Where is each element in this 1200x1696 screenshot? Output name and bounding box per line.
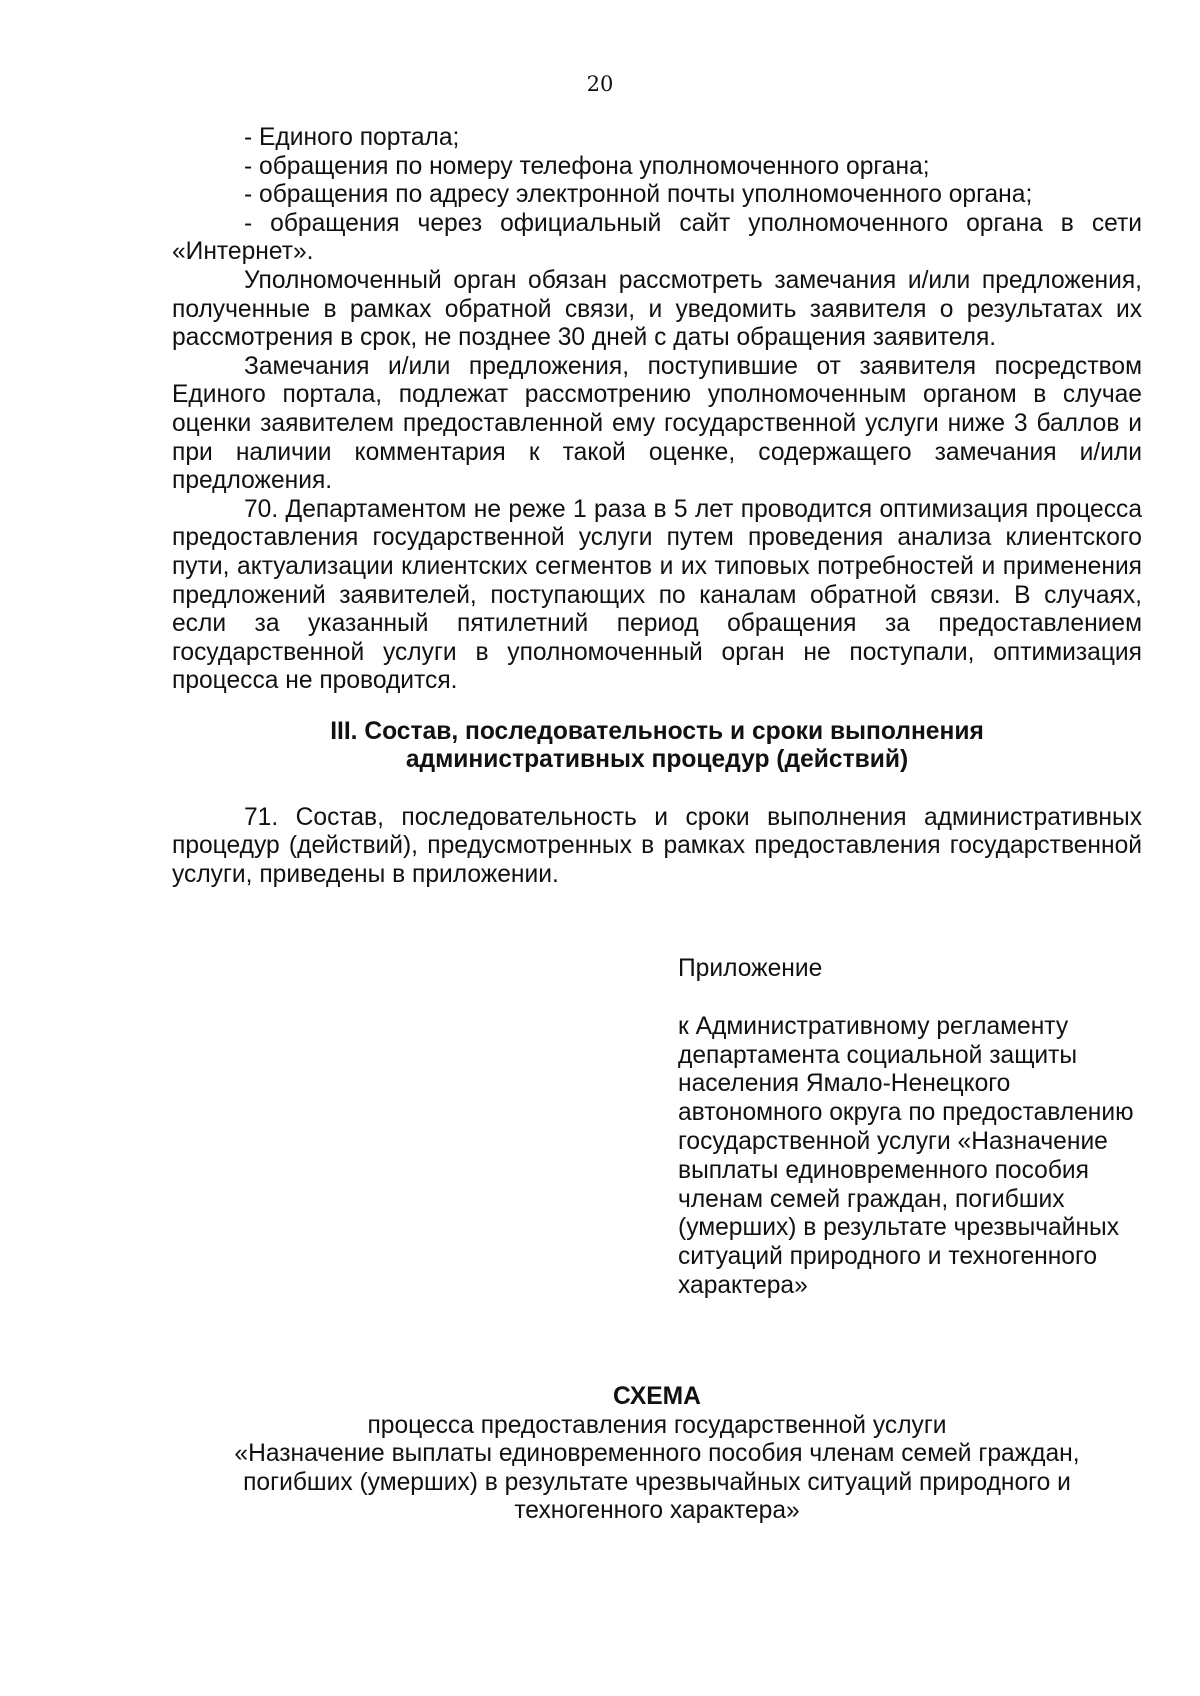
list-item-website: - обращения через официальный сайт уполномоченного органа в сети «Интернет».	[172, 209, 1142, 266]
document-body	[172, 124, 1142, 890]
list-item-email: - обращения по адресу электронной почты уполномоченного органа;	[244, 181, 1033, 209]
section-heading	[172, 718, 1142, 774]
schema-block	[172, 1383, 1142, 1526]
list-item-phone: - обращения по номеру телефона уполномоченного органа;	[244, 152, 930, 180]
schema-service-name: «Назначение выплаты единовременного пособия членам семей граждан, погибших (умерших) в результате чрезвычайных ситуаций природного и техногенного характера»	[234, 1440, 1080, 1525]
section-heading-line2: административных процедур (действий)	[405, 745, 909, 773]
schema-subtitle: процесса предоставления государственной услуги	[367, 1411, 947, 1439]
schema-title: СХЕМА	[613, 1383, 701, 1410]
paragraph-authority-obligation: Уполномоченный орган обязан рассмотреть замечания и/или предложения, полученные в рамках обратной связи, и уведомить заявителя о результатах их рассмотрения в срок, не позднее 30 дней с даты обращения заявителя.	[172, 266, 1142, 352]
paragraph-71: 71. Состав, последовательность и сроки выполнения административных процедур (действий), предусмотренных в рамках предоставления государственной услуги, приведены в приложении.	[172, 803, 1142, 889]
paragraph-portal-remarks: Замечания и/или предложения, поступившие от заявителя посредством Единого портала, подлежат рассмотрению уполномоченным органом в случае оценки заявителем предоставленной ему государственной услуги ниже 3 баллов и при наличии комментария к такой оценке, содержащего замечания и/или предложения.	[172, 352, 1142, 495]
appendix-title: Приложение	[678, 955, 823, 982]
appendix-block	[678, 955, 1158, 1301]
page-number: 20	[586, 72, 614, 96]
section-heading-line1: III. Состав, последовательность и сроки выполнения	[330, 717, 984, 745]
paragraph-70: 70. Департаментом не реже 1 раза в 5 лет проводится оптимизация процесса предоставления государственной услуги путем проведения анализа клиентского пути, актуализации клиентских сегментов и их типовых потребностей и применения предложений заявителей, поступающих по каналам обратной связи. В случаях, если за указанный пятилетний период обращения за предоставлением государственной услуги в уполномоченный орган не поступали, оптимизация процесса не проводится.	[172, 495, 1142, 695]
list-item-portal: - Единого портала;	[244, 124, 460, 151]
appendix-text: к Административному регламенту департамента социальной защиты населения Ямало-Ненецкого автономного округа по предоставлению государственной услуги «Назначение выплаты единовременного пособия членам семей граждан, погибших (умерших) в результате чрезвычайных ситуаций природного и техногенного характера»	[678, 1012, 1134, 1299]
